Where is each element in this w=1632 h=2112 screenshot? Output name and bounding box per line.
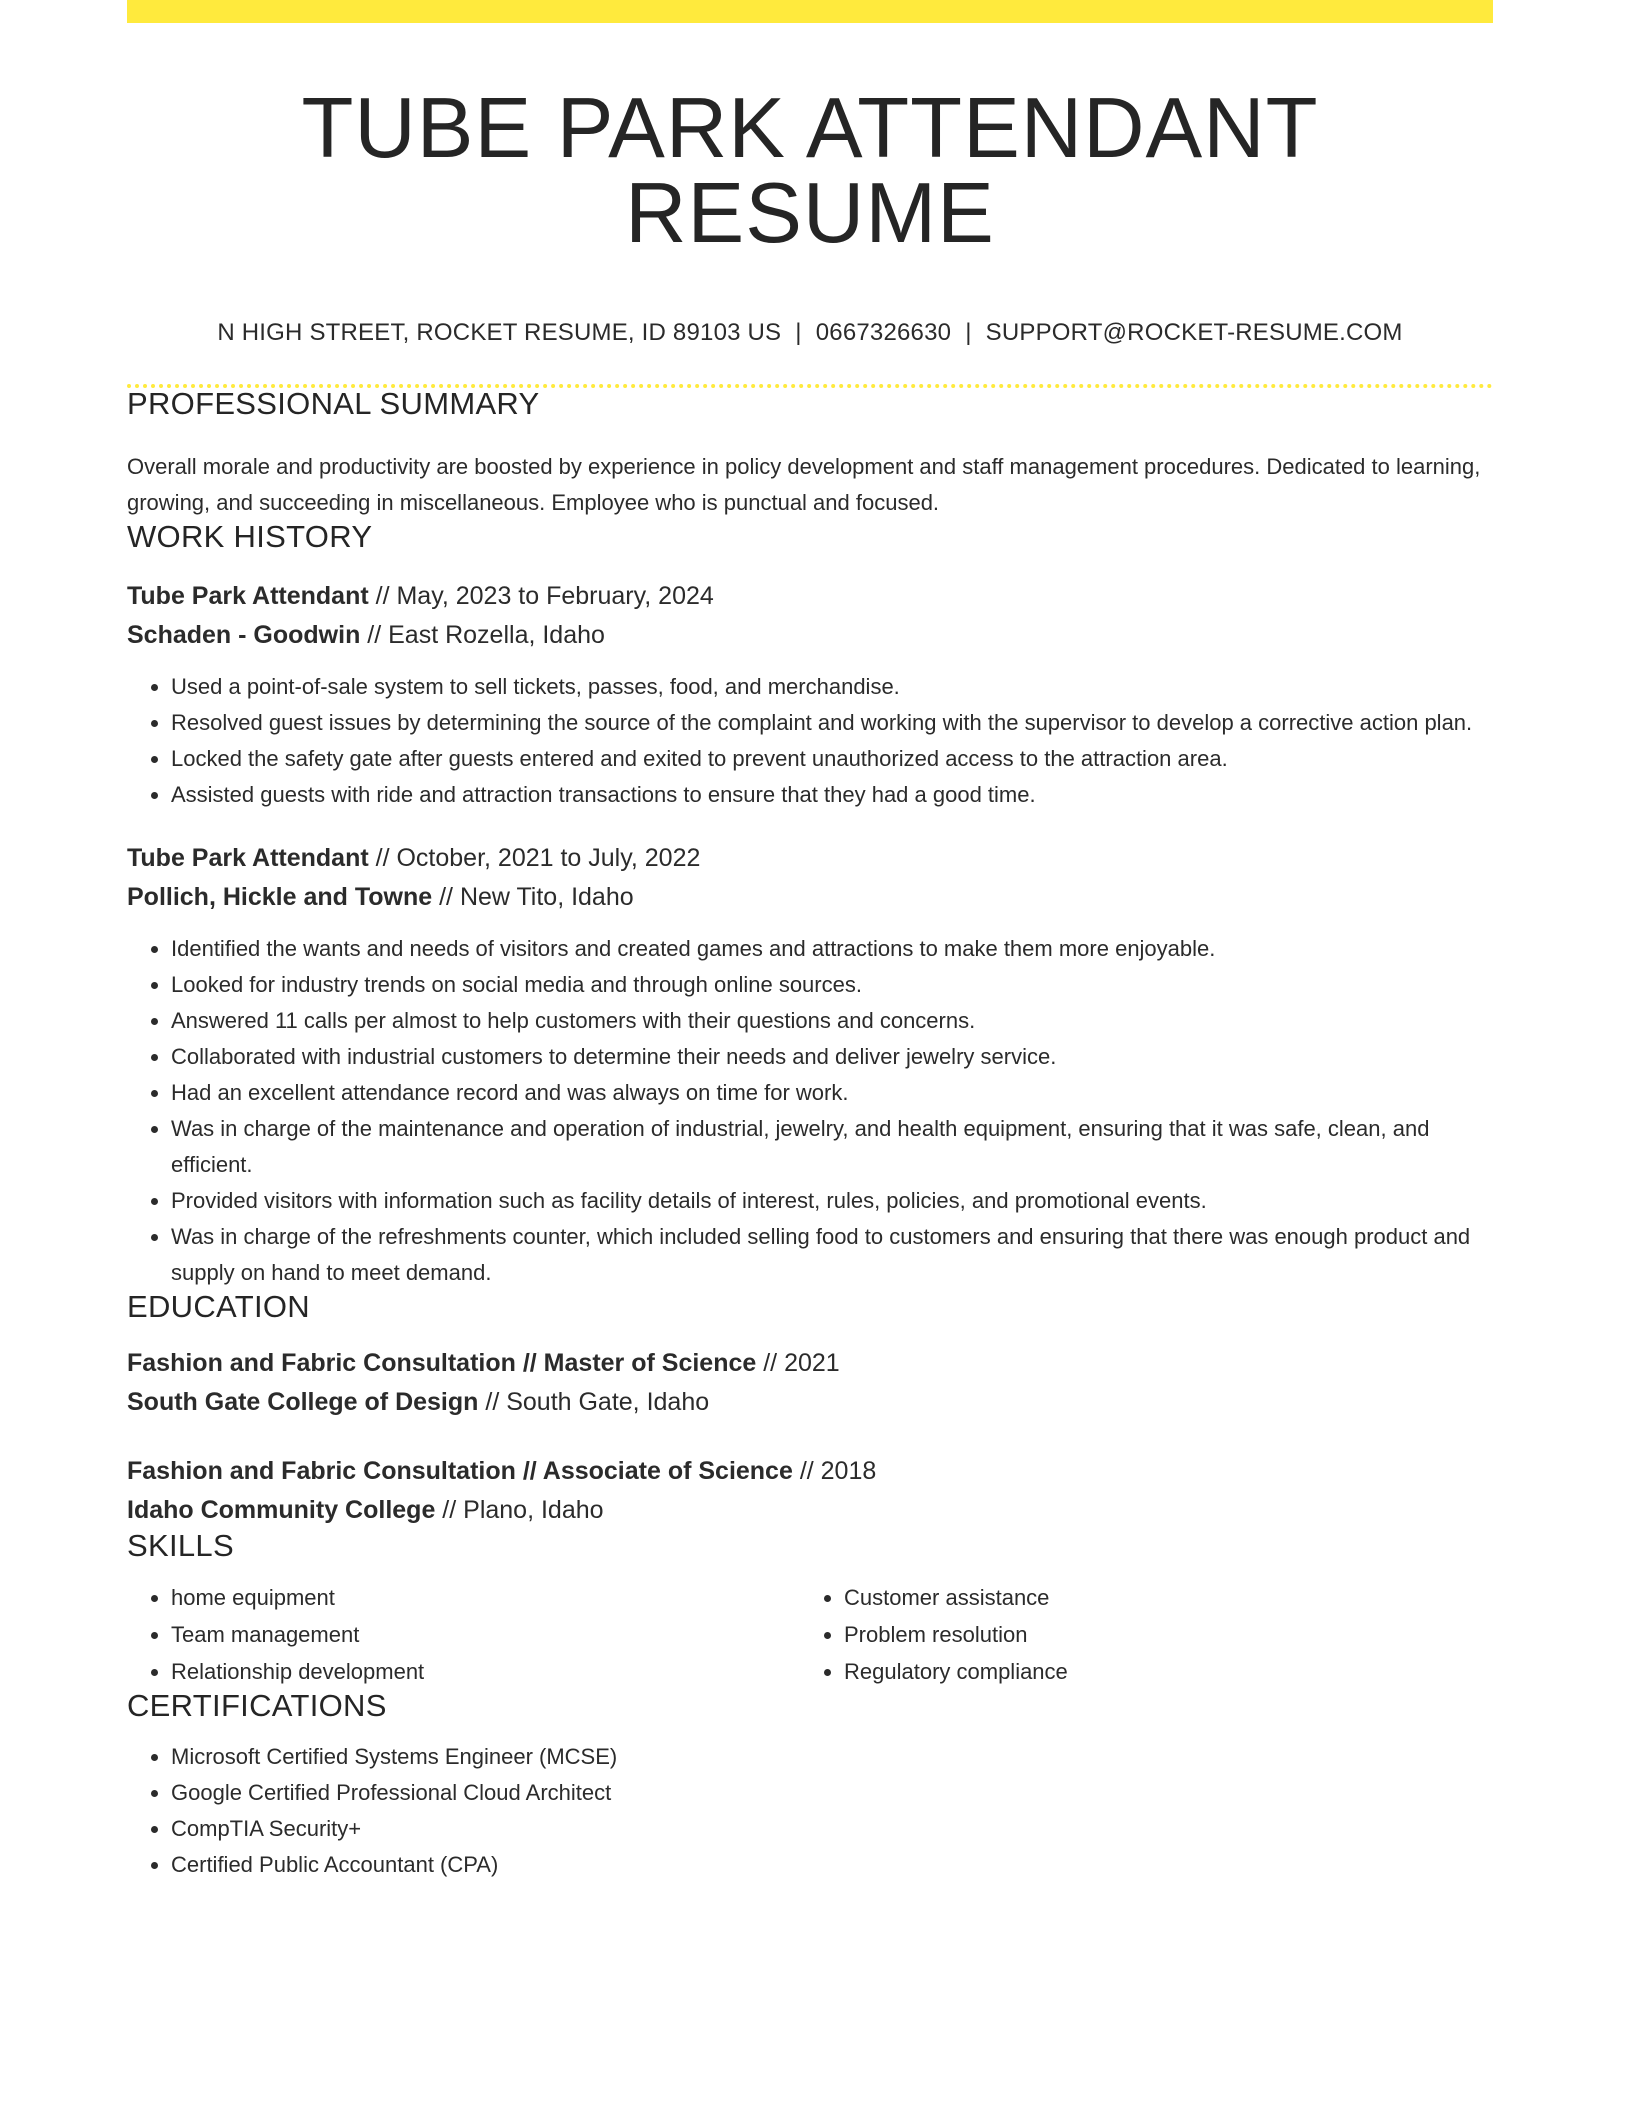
job-location: // East Rozella, Idaho [360,621,605,649]
job-title: Tube Park Attendant [127,582,369,610]
list-item: • CompTIA Security+ [171,1811,1493,1847]
address: N HIGH STREET, ROCKET RESUME, ID 89103 US [217,319,782,346]
job-bullets [127,669,1493,813]
list-item: • Resolved guest issues by determining the source of the complaint and working with the supervisor to develop a corrective action plan. [171,705,1493,741]
email: SUPPORT@ROCKET-RESUME.COM [985,319,1403,346]
list-item: • Locked the safety gate after guests entered and exited to prevent unauthorized access to the attraction area. [171,741,1493,777]
job-title-line [127,577,1493,616]
resume-title: TUBE PARK ATTENDANT RESUME [301,81,1319,261]
job-location: // New Tito, Idaho [432,883,634,911]
job-company-line [127,878,1493,917]
education-heading: EDUCATION [127,1289,310,1324]
list-item: • Answered 11 calls per almost to help customers with their questions and concerns. [171,1003,1493,1039]
job-company-line [127,616,1493,655]
education-entry [127,1452,1493,1530]
list-item: • Relationship development [171,1653,800,1690]
job-title: Tube Park Attendant [127,844,369,872]
job-company: Schaden - Goodwin [127,621,361,649]
phone: 0667326630 [815,319,952,346]
list-item: • Microsoft Certified Systems Engineer (MCSE) [171,1739,1493,1775]
skills-left-list [127,1579,800,1690]
education-entry [127,1344,1493,1422]
list-item: • Collaborated with industrial customers to determine their needs and deliver jewelry service. [171,1039,1493,1075]
separator: | [965,319,972,346]
job-dates: // May, 2023 to February, 2024 [368,582,714,610]
certifications-heading: CERTIFICATIONS [127,1688,387,1723]
job-dates: // October, 2021 to July, 2022 [368,844,701,872]
list-item: • Problem resolution [844,1616,1473,1653]
job-bullets [127,931,1493,1291]
school: South Gate College of Design [127,1388,479,1416]
list-item: • Had an excellent attendance record and was always on time for work. [171,1075,1493,1111]
certifications-list [127,1739,1493,1883]
list-item: • Certified Public Accountant (CPA) [171,1847,1493,1883]
summary-heading: PROFESSIONAL SUMMARY [127,386,540,421]
list-item: • Team management [171,1616,800,1653]
degree-year: // 2021 [756,1349,840,1377]
summary-text: Overall morale and productivity are boosted by experience in policy development and staff management procedures. Dedicated to learning, growing, and succeeding in miscellaneous. Employee who is punctual and focused. [127,454,1481,515]
work-history-heading: WORK HISTORY [127,519,373,554]
list-item: • Was in charge of the refreshments counter, which included selling food to customers and ensuring that there was enough product and supply on hand to meet demand. [171,1219,1493,1291]
list-item: • Customer assistance [844,1579,1473,1616]
skills-right-list [800,1579,1473,1690]
accent-bar [127,0,1493,23]
job-title-line [127,839,1493,878]
list-item: • Identified the wants and needs of visitors and created games and attractions to make them more enjoyable. [171,931,1493,967]
list-item: • Looked for industry trends on social media and through online sources. [171,967,1493,1003]
school-line [127,1491,1493,1530]
school-location: // Plano, Idaho [435,1496,604,1524]
degree-year: // 2018 [792,1457,877,1485]
list-item: • Assisted guests with ride and attraction transactions to ensure that they had a good time. [171,777,1493,813]
school-location: // South Gate, Idaho [478,1388,710,1416]
list-item: • Provided visitors with information such as facility details of interest, rules, policies, and promotional events. [171,1183,1493,1219]
list-item: • Used a point-of-sale system to sell tickets, passes, food, and merchandise. [171,669,1493,705]
resume-page [127,0,1493,1883]
job-entry [127,839,1493,1291]
school-line [127,1383,1493,1422]
degree: Fashion and Fabric Consultation // Master of Science [127,1349,757,1377]
degree: Fashion and Fabric Consultation // Associate of Science [127,1457,793,1485]
list-item: • Google Certified Professional Cloud Architect [171,1775,1493,1811]
list-item: • Regulatory compliance [844,1653,1473,1690]
job-entry [127,577,1493,813]
contact-line [127,319,1493,347]
degree-line [127,1344,1493,1383]
skills-columns [127,1579,1493,1690]
list-item: • Was in charge of the maintenance and operation of industrial, jewelry, and health equipment, ensuring that it was safe, clean, and efficient. [171,1111,1493,1183]
school: Idaho Community College [127,1496,436,1524]
list-item: • home equipment [171,1579,800,1616]
skills-heading: SKILLS [127,1528,234,1563]
separator: | [795,319,802,346]
degree-line [127,1452,1493,1491]
job-company: Pollich, Hickle and Towne [127,883,433,911]
